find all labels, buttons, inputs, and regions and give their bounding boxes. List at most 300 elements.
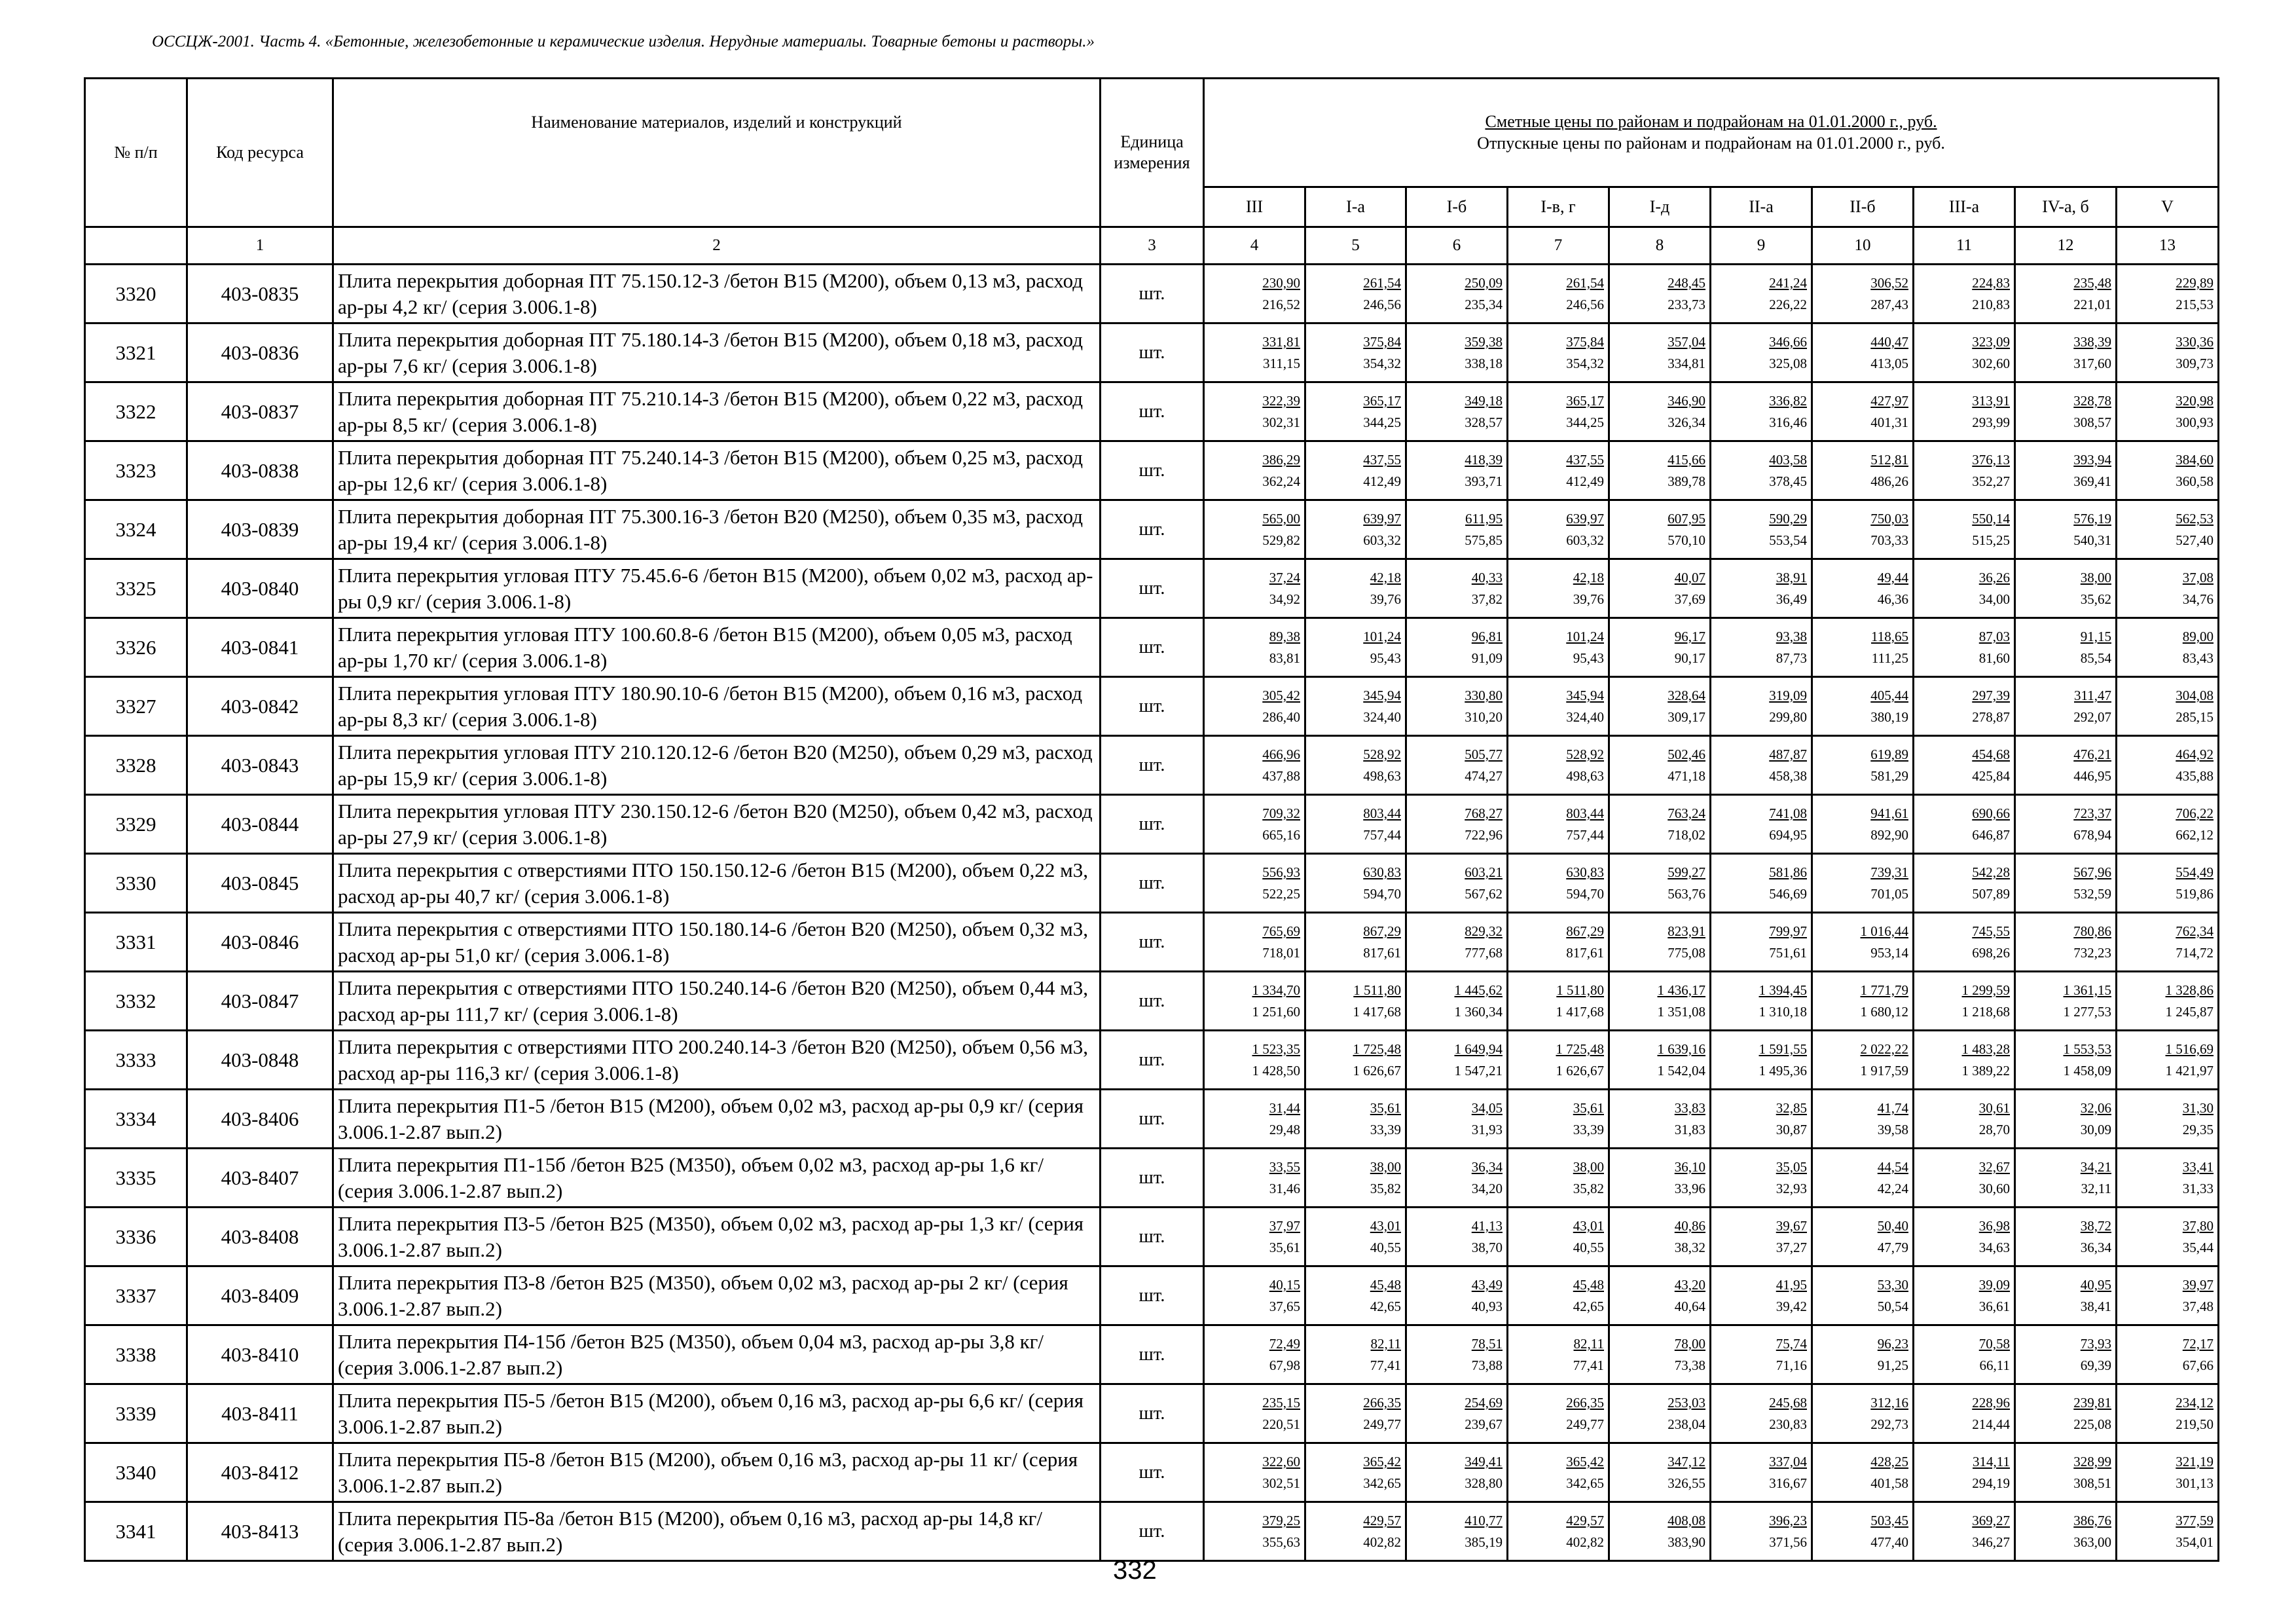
unit-of-measure: шт. xyxy=(1101,677,1204,736)
estimate-price: 89,38 xyxy=(1269,628,1300,644)
release-price: 718,02 xyxy=(1667,826,1705,843)
estimate-price: 34,05 xyxy=(1471,1099,1503,1116)
release-price: 344,25 xyxy=(1566,414,1604,430)
estimate-price: 941,61 xyxy=(1870,805,1908,821)
estimate-price: 437,55 xyxy=(1566,451,1604,468)
price-cell xyxy=(1406,323,1508,382)
release-price: 30,09 xyxy=(2080,1121,2111,1137)
price-cell xyxy=(1406,1502,1508,1561)
release-price: 285,15 xyxy=(2176,709,2214,725)
release-price: 77,41 xyxy=(1370,1357,1401,1373)
release-price: 757,44 xyxy=(1566,826,1604,843)
release-price: 210,83 xyxy=(1972,296,2010,312)
release-price: 324,40 xyxy=(1566,709,1604,725)
price-cell xyxy=(2015,441,2117,500)
estimate-price: 365,42 xyxy=(1363,1453,1401,1469)
price-cell xyxy=(1508,1443,1609,1502)
price-cell xyxy=(1711,441,1812,500)
release-price: 30,87 xyxy=(1776,1121,1807,1137)
estimate-price: 34,21 xyxy=(2080,1158,2111,1175)
estimate-price: 89,00 xyxy=(2182,628,2214,644)
table-row xyxy=(85,1443,2219,1502)
estimate-price: 607,95 xyxy=(1667,510,1705,526)
release-price: 446,95 xyxy=(2073,767,2111,784)
price-cell xyxy=(1305,1149,1406,1208)
estimate-price: 365,42 xyxy=(1566,1453,1604,1469)
price-cell xyxy=(1204,1090,1305,1149)
unit-of-measure: шт. xyxy=(1101,1031,1204,1090)
document-header: ОССЦЖ-2001. Часть 4. «Бетонные, железобетонные и керамические изделия. Нерудные материалы. Товарные бетоны и растворы.» xyxy=(152,33,1095,50)
release-price: 757,44 xyxy=(1363,826,1401,843)
estimate-price: 1 511,80 xyxy=(1556,982,1604,998)
estimate-price: 576,19 xyxy=(2073,510,2111,526)
estimate-price: 319,09 xyxy=(1769,687,1807,703)
estimate-price: 337,04 xyxy=(1769,1453,1807,1469)
price-cell xyxy=(2015,1384,2117,1443)
release-price: 751,61 xyxy=(1769,944,1807,961)
release-price: 302,60 xyxy=(1972,355,2010,371)
price-cell xyxy=(1508,1149,1609,1208)
column-number: 6 xyxy=(1406,227,1508,265)
release-price: 594,70 xyxy=(1566,885,1604,902)
estimate-price: 590,29 xyxy=(1769,510,1807,526)
estimate-price: 330,80 xyxy=(1465,687,1503,703)
material-name: Плита перекрытия П1-15б /бетон В25 (М350), объем 0,02 м3, расход ар-ры 1,6 кг/ (серия 3.006.1-2.87 вып.2) xyxy=(333,1149,1101,1208)
price-cell xyxy=(1711,1031,1812,1090)
estimate-price: 429,57 xyxy=(1566,1512,1604,1528)
price-cell xyxy=(2015,500,2117,559)
release-price: 1 417,68 xyxy=(1556,1003,1604,1020)
estimate-price: 305,42 xyxy=(1262,687,1300,703)
material-name: Плита перекрытия угловая ПТУ 100.60.8-6 /бетон В15 (М200), объем 0,05 м3, расход ар-ры 1,70 кг/ (серия 3.006.1-8) xyxy=(333,618,1101,677)
column-number: 8 xyxy=(1609,227,1711,265)
release-price: 34,92 xyxy=(1269,591,1300,607)
price-cell xyxy=(1406,618,1508,677)
release-price: 594,70 xyxy=(1363,885,1401,902)
release-price: 38,70 xyxy=(1471,1239,1503,1255)
release-price: 1 310,18 xyxy=(1758,1003,1807,1020)
estimate-price: 599,27 xyxy=(1667,864,1705,880)
estimate-price: 464,92 xyxy=(2176,746,2214,762)
price-cell xyxy=(1305,913,1406,972)
release-price: 249,77 xyxy=(1363,1416,1401,1432)
release-price: 292,07 xyxy=(2073,709,2111,725)
release-price: 1 351,08 xyxy=(1657,1003,1705,1020)
release-price: 529,82 xyxy=(1262,532,1300,548)
price-cell xyxy=(1609,1384,1711,1443)
estimate-price: 253,03 xyxy=(1667,1394,1705,1411)
estimate-price: 40,15 xyxy=(1269,1276,1300,1293)
price-cell xyxy=(1812,1208,1914,1266)
release-price: 380,19 xyxy=(1870,709,1908,725)
release-price: 292,73 xyxy=(1870,1416,1908,1432)
estimate-price: 235,48 xyxy=(2073,274,2111,291)
estimate-price: 1 591,55 xyxy=(1758,1041,1807,1057)
estimate-price: 379,25 xyxy=(1262,1512,1300,1528)
price-cell xyxy=(1914,972,2015,1031)
resource-code: 403-0844 xyxy=(187,795,333,854)
price-cell xyxy=(1508,1090,1609,1149)
release-price: 338,18 xyxy=(1465,355,1503,371)
resource-code: 403-8408 xyxy=(187,1208,333,1266)
release-price: 310,20 xyxy=(1465,709,1503,725)
estimate-price: 1 516,69 xyxy=(2165,1041,2214,1057)
release-price: 342,65 xyxy=(1363,1475,1401,1491)
estimate-price: 33,83 xyxy=(1674,1099,1705,1116)
price-cell xyxy=(2117,1266,2219,1325)
region-header: II-а xyxy=(1711,187,1812,227)
estimate-price: 639,97 xyxy=(1566,510,1604,526)
estimate-price: 750,03 xyxy=(1870,510,1908,526)
estimate-price: 87,03 xyxy=(1978,628,2010,644)
estimate-price: 823,91 xyxy=(1667,923,1705,939)
estimate-price: 254,69 xyxy=(1465,1394,1503,1411)
estimate-price: 322,39 xyxy=(1262,392,1300,409)
unit-of-measure: шт. xyxy=(1101,972,1204,1031)
estimate-price: 72,49 xyxy=(1269,1335,1300,1352)
price-cell xyxy=(1812,795,1914,854)
release-price: 50,54 xyxy=(1877,1298,1908,1314)
release-price: 31,46 xyxy=(1269,1180,1300,1196)
price-cell xyxy=(1812,736,1914,795)
unit-of-measure: шт. xyxy=(1101,1266,1204,1325)
price-cell xyxy=(1305,1031,1406,1090)
release-price: 363,00 xyxy=(2073,1534,2111,1550)
estimate-price: 241,24 xyxy=(1769,274,1807,291)
row-number: 3331 xyxy=(85,913,187,972)
release-price: 71,16 xyxy=(1776,1357,1807,1373)
column-number: 9 xyxy=(1711,227,1812,265)
estimate-price: 418,39 xyxy=(1465,451,1503,468)
table-row xyxy=(85,1502,2219,1561)
column-number: 1 xyxy=(187,227,333,265)
estimate-price: 78,51 xyxy=(1471,1335,1503,1352)
estimate-price: 39,67 xyxy=(1776,1217,1807,1234)
release-price: 214,44 xyxy=(1972,1416,2010,1432)
estimate-price: 37,80 xyxy=(2182,1217,2214,1234)
release-price: 81,60 xyxy=(1978,650,2010,666)
release-price: 1 547,21 xyxy=(1454,1062,1503,1079)
release-price: 953,14 xyxy=(1870,944,1908,961)
estimate-price: 101,24 xyxy=(1363,628,1401,644)
estimate-price: 763,24 xyxy=(1667,805,1705,821)
unit-of-measure: шт. xyxy=(1101,1502,1204,1561)
price-cell xyxy=(1204,972,1305,1031)
estimate-price: 386,29 xyxy=(1262,451,1300,468)
row-number: 3335 xyxy=(85,1149,187,1208)
price-cell xyxy=(1204,795,1305,854)
release-price: 527,40 xyxy=(2176,532,2214,548)
table-row xyxy=(85,795,2219,854)
release-price: 718,01 xyxy=(1262,944,1300,961)
price-cell xyxy=(2117,677,2219,736)
release-price: 328,57 xyxy=(1465,414,1503,430)
estimate-price: 867,29 xyxy=(1566,923,1604,939)
release-price: 37,69 xyxy=(1674,591,1705,607)
unit-of-measure: шт. xyxy=(1101,441,1204,500)
price-cell xyxy=(1914,1443,2015,1502)
estimate-price: 78,00 xyxy=(1674,1335,1705,1352)
price-cell xyxy=(1204,559,1305,618)
estimate-price: 38,00 xyxy=(2080,569,2111,585)
release-price: 369,41 xyxy=(2073,473,2111,489)
price-cell xyxy=(2015,1443,2117,1502)
estimate-price: 1 649,94 xyxy=(1454,1041,1503,1057)
release-price: 665,16 xyxy=(1262,826,1300,843)
table-row xyxy=(85,559,2219,618)
region-header: I-а xyxy=(1305,187,1406,227)
estimate-price: 245,68 xyxy=(1769,1394,1807,1411)
release-price: 34,00 xyxy=(1978,591,2010,607)
release-price: 95,43 xyxy=(1370,650,1401,666)
estimate-price: 37,97 xyxy=(1269,1217,1300,1234)
estimate-price: 261,54 xyxy=(1363,274,1401,291)
release-price: 220,51 xyxy=(1262,1416,1300,1432)
header-unit: Единица измерения xyxy=(1101,79,1204,227)
price-cell xyxy=(2117,1502,2219,1561)
estimate-price: 386,76 xyxy=(2073,1512,2111,1528)
release-price: 378,45 xyxy=(1769,473,1807,489)
estimate-price: 40,33 xyxy=(1471,569,1503,585)
estimate-price: 266,35 xyxy=(1566,1394,1604,1411)
release-price: 225,08 xyxy=(2073,1416,2111,1432)
release-price: 34,20 xyxy=(1471,1180,1503,1196)
price-cell xyxy=(1914,1149,2015,1208)
estimate-price: 690,66 xyxy=(1972,805,2010,821)
release-price: 646,87 xyxy=(1972,826,2010,843)
price-cell xyxy=(1609,972,1711,1031)
price-cell xyxy=(1508,441,1609,500)
price-cell xyxy=(1305,854,1406,913)
release-price: 311,15 xyxy=(1263,355,1300,371)
estimate-price: 50,40 xyxy=(1877,1217,1908,1234)
price-cell xyxy=(1609,441,1711,500)
release-price: 316,46 xyxy=(1769,414,1807,430)
material-name: Плита перекрытия П5-8 /бетон В15 (М200), объем 0,16 м3, расход ар-ры 11 кг/ (серия 3.006.1-2.87 вып.2) xyxy=(333,1443,1101,1502)
material-name: Плита перекрытия П4-15б /бетон В25 (М350), объем 0,04 м3, расход ар-ры 3,8 кг/ (серия 3.006.1-2.87 вып.2) xyxy=(333,1325,1101,1384)
resource-code: 403-0846 xyxy=(187,913,333,972)
price-cell xyxy=(2015,972,2117,1031)
price-cell xyxy=(1711,736,1812,795)
estimate-price: 619,89 xyxy=(1870,746,1908,762)
price-cell xyxy=(1711,1325,1812,1384)
estimate-price: 234,12 xyxy=(2176,1394,2214,1411)
price-cell xyxy=(1305,441,1406,500)
price-cell xyxy=(1305,559,1406,618)
price-cell xyxy=(1406,854,1508,913)
release-price: 299,80 xyxy=(1769,709,1807,725)
release-price: 249,77 xyxy=(1566,1416,1604,1432)
region-header: II-б xyxy=(1812,187,1914,227)
material-name: Плита перекрытия с отверстиями ПТО 200.240.14-3 /бетон В20 (М250), объем 0,56 м3, расход ар-ры 116,3 кг/ (серия 3.006.1-8) xyxy=(333,1031,1101,1090)
release-price: 546,69 xyxy=(1769,885,1807,902)
material-name: Плита перекрытия П5-5 /бетон В15 (М200), объем 0,16 м3, расход ар-ры 6,6 кг/ (серия 3.006.1-2.87 вып.2) xyxy=(333,1384,1101,1443)
estimate-price: 42,18 xyxy=(1370,569,1401,585)
region-header: V xyxy=(2117,187,2219,227)
price-cell xyxy=(1812,500,1914,559)
region-header: IV-а, б xyxy=(2015,187,2117,227)
estimate-price: 357,04 xyxy=(1667,333,1705,350)
release-price: 77,41 xyxy=(1573,1357,1604,1373)
estimate-price: 38,72 xyxy=(2080,1217,2111,1234)
release-price: 1 421,97 xyxy=(2165,1062,2214,1079)
release-price: 36,34 xyxy=(2080,1239,2111,1255)
estimate-price: 261,54 xyxy=(1566,274,1604,291)
price-cell xyxy=(1508,1502,1609,1561)
release-price: 36,61 xyxy=(1978,1298,2010,1314)
price-cell xyxy=(1711,1266,1812,1325)
price-cell xyxy=(1914,1384,2015,1443)
estimate-price: 328,64 xyxy=(1667,687,1705,703)
price-cell xyxy=(1508,1266,1609,1325)
release-price: 532,59 xyxy=(2073,885,2111,902)
release-price: 458,38 xyxy=(1769,767,1807,784)
release-price: 246,56 xyxy=(1363,296,1401,312)
estimate-price: 36,26 xyxy=(1978,569,2010,585)
estimate-price: 45,48 xyxy=(1573,1276,1604,1293)
estimate-price: 41,13 xyxy=(1471,1217,1503,1234)
estimate-price: 384,60 xyxy=(2176,451,2214,468)
release-price: 355,63 xyxy=(1262,1534,1300,1550)
estimate-price: 331,81 xyxy=(1262,333,1300,350)
row-number: 3330 xyxy=(85,854,187,913)
estimate-price: 304,08 xyxy=(2176,687,2214,703)
resource-code: 403-0837 xyxy=(187,382,333,441)
release-price: 287,43 xyxy=(1870,296,1908,312)
price-cell xyxy=(1508,500,1609,559)
release-price: 413,05 xyxy=(1870,355,1908,371)
material-name: Плита перекрытия доборная ПТ 75.240.14-3 /бетон В15 (М200), объем 0,25 м3, расход ар-ры 12,6 кг/ (серия 3.006.1-8) xyxy=(333,441,1101,500)
table-row xyxy=(85,854,2219,913)
release-price: 28,70 xyxy=(1978,1121,2010,1137)
header-name: Наименование материалов, изделий и конструкций xyxy=(333,79,1101,227)
price-cell xyxy=(1609,1031,1711,1090)
price-cell xyxy=(2117,913,2219,972)
header-prices xyxy=(1204,79,2219,187)
release-price: 31,83 xyxy=(1674,1121,1705,1137)
price-cell xyxy=(1204,1443,1305,1502)
release-price: 1 626,67 xyxy=(1353,1062,1401,1079)
price-cell xyxy=(2117,441,2219,500)
price-cell xyxy=(1406,1443,1508,1502)
price-cell xyxy=(1406,1325,1508,1384)
price-cell xyxy=(1609,736,1711,795)
price-cell xyxy=(1812,1031,1914,1090)
release-price: 83,81 xyxy=(1269,650,1300,666)
price-cell xyxy=(2015,1325,2117,1384)
price-cell xyxy=(1508,323,1609,382)
price-cell xyxy=(1914,441,2015,500)
price-cell xyxy=(2117,1149,2219,1208)
price-cell xyxy=(1609,1208,1711,1266)
price-cell xyxy=(2117,795,2219,854)
release-price: 40,55 xyxy=(1573,1239,1604,1255)
price-cell xyxy=(1812,382,1914,441)
price-cell xyxy=(1406,1208,1508,1266)
price-cell xyxy=(1609,618,1711,677)
price-cell xyxy=(1609,795,1711,854)
estimate-price: 96,17 xyxy=(1674,628,1705,644)
price-cell xyxy=(1204,854,1305,913)
row-number: 3336 xyxy=(85,1208,187,1266)
release-price: 35,62 xyxy=(2080,591,2111,607)
price-cell xyxy=(1406,1031,1508,1090)
release-price: 354,32 xyxy=(1363,355,1401,371)
table-row xyxy=(85,913,2219,972)
row-number: 3320 xyxy=(85,265,187,323)
estimate-price: 32,67 xyxy=(1978,1158,2010,1175)
release-price: 412,49 xyxy=(1566,473,1604,489)
estimate-price: 765,69 xyxy=(1262,923,1300,939)
price-cell xyxy=(1204,913,1305,972)
estimate-price: 1 553,53 xyxy=(2063,1041,2111,1057)
release-price: 777,68 xyxy=(1465,944,1503,961)
price-cell xyxy=(1305,795,1406,854)
release-price: 302,51 xyxy=(1262,1475,1300,1491)
price-cell xyxy=(2117,1090,2219,1149)
price-cell xyxy=(1609,1090,1711,1149)
estimate-price: 377,59 xyxy=(2176,1512,2214,1528)
estimate-price: 349,18 xyxy=(1465,392,1503,409)
release-price: 328,80 xyxy=(1465,1475,1503,1491)
estimate-price: 408,08 xyxy=(1667,1512,1705,1528)
estimate-price: 528,92 xyxy=(1363,746,1401,762)
release-price: 36,49 xyxy=(1776,591,1807,607)
estimate-price: 33,41 xyxy=(2182,1158,2214,1175)
price-cell xyxy=(1914,795,2015,854)
column-number: 12 xyxy=(2015,227,2117,265)
release-price: 1 428,50 xyxy=(1252,1062,1300,1079)
estimate-price: 762,34 xyxy=(2176,923,2214,939)
price-cell xyxy=(1508,382,1609,441)
table-row xyxy=(85,500,2219,559)
release-price: 38,41 xyxy=(2080,1298,2111,1314)
release-price: 581,29 xyxy=(1870,767,1908,784)
estimate-price: 349,41 xyxy=(1465,1453,1503,1469)
row-number: 3332 xyxy=(85,972,187,1031)
release-price: 567,62 xyxy=(1465,885,1503,902)
material-name: Плита перекрытия П1-5 /бетон В15 (М200), объем 0,02 м3, расход ар-ры 0,9 кг/ (серия 3.006.1-2.87 вып.2) xyxy=(333,1090,1101,1149)
price-cell xyxy=(1609,854,1711,913)
price-cell xyxy=(2117,972,2219,1031)
release-price: 37,48 xyxy=(2182,1298,2214,1314)
release-price: 35,82 xyxy=(1573,1180,1604,1196)
estimate-price: 429,57 xyxy=(1363,1512,1401,1528)
estimate-price: 745,55 xyxy=(1972,923,2010,939)
estimate-price: 1 328,86 xyxy=(2165,982,2214,998)
estimate-price: 1 299,59 xyxy=(1961,982,2010,998)
unit-of-measure: шт. xyxy=(1101,559,1204,618)
estimate-price: 35,61 xyxy=(1370,1099,1401,1116)
resource-code: 403-0843 xyxy=(187,736,333,795)
price-cell xyxy=(1914,382,2015,441)
price-cell xyxy=(1812,618,1914,677)
release-price: 73,88 xyxy=(1471,1357,1503,1373)
estimate-price: 799,97 xyxy=(1769,923,1807,939)
release-price: 563,76 xyxy=(1667,885,1705,902)
row-number: 3325 xyxy=(85,559,187,618)
price-cell xyxy=(2117,1031,2219,1090)
price-table xyxy=(84,77,2219,1562)
estimate-price: 336,82 xyxy=(1769,392,1807,409)
price-cell xyxy=(1508,854,1609,913)
price-cell xyxy=(1204,1149,1305,1208)
release-price: 87,73 xyxy=(1776,650,1807,666)
resource-code: 403-0838 xyxy=(187,441,333,500)
price-cell xyxy=(1305,618,1406,677)
estimate-price: 44,54 xyxy=(1877,1158,1908,1175)
release-price: 29,48 xyxy=(1269,1121,1300,1137)
